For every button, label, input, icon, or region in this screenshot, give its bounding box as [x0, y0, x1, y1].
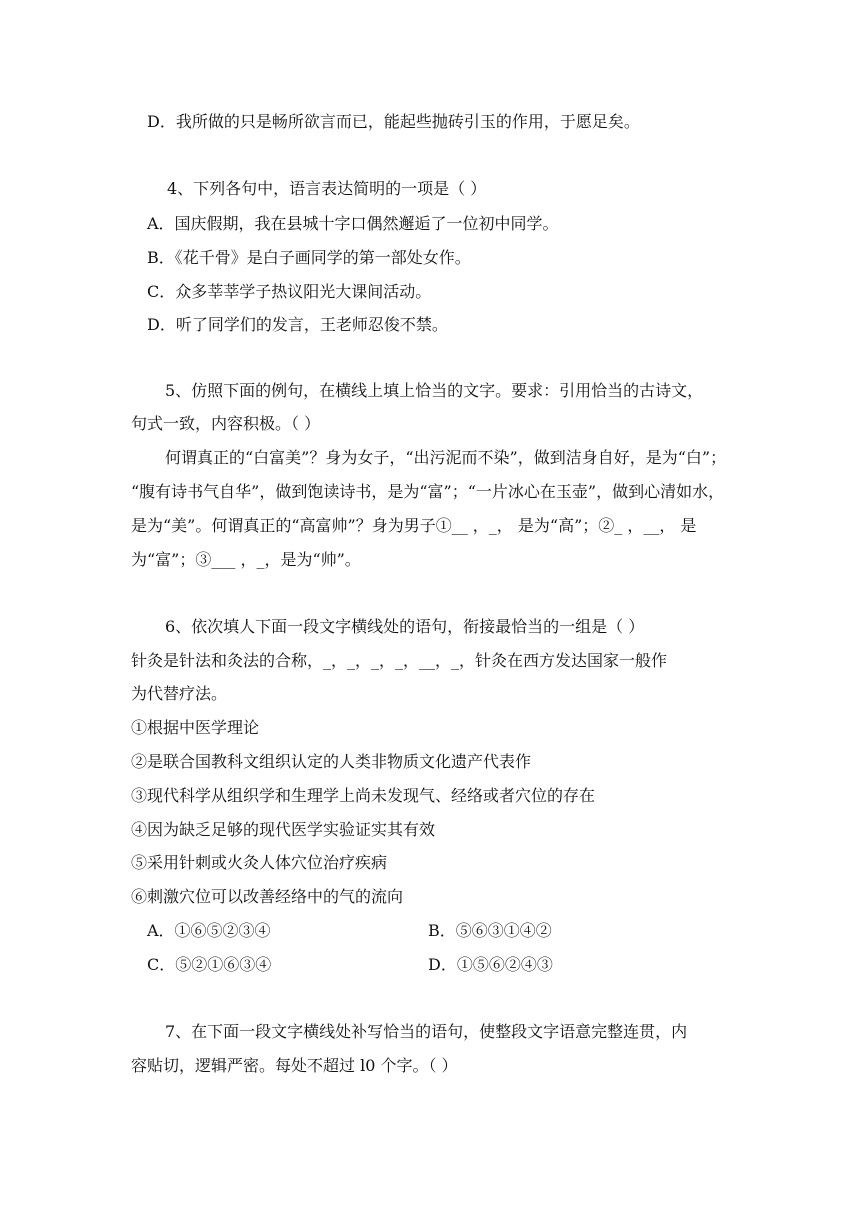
q4-option-d: D．听了同学们的发言，王老师忍俊不禁。	[147, 315, 448, 334]
q4-option-b: B．《花千骨》是白子画同学的第一部处女作。	[147, 248, 471, 267]
q5-stem-line-2: 句式一致，内容积极。（ ）	[131, 414, 321, 433]
q6-item-3: ③现代科学从组织学和生理学上尚未发现气、经络或者穴位的存在	[131, 786, 596, 805]
q3-option-d: D．我所做的只是畅所欲言而已，能起些抛砖引玉的作用，于愿足矣。	[147, 112, 640, 131]
q4-option-c: C．众多莘莘学子热议阳光大课间活动。	[147, 282, 432, 301]
q6-choice-d: D．①⑤⑥②④③	[428, 955, 553, 974]
q5-body-line-4: 为“富”；③___ ，_，是为“帅”。	[131, 550, 361, 569]
q4-stem: 4、下列各句中，语言表达简明的一项是（ ）	[167, 179, 487, 198]
q6-item-1: ①根据中医学理论	[131, 718, 260, 737]
q6-item-5: ⑤采用针刺或火灸人体穴位治疗疾病	[131, 853, 388, 872]
q5-stem-line-1: 5、仿照下面的例句，在横线上填上恰当的文字。要求：引用恰当的古诗文，	[165, 381, 704, 400]
q6-choice-c: C．⑤②①⑥③④	[147, 955, 272, 974]
q5-body-line-3: 是为“美”。何谓真正的“高富帅”？身为男子①__ ，_， 是为“高”；②_ ，__， 是	[131, 516, 697, 535]
q6-choice-b: B．⑤⑥③①④②	[428, 921, 552, 940]
q6-body-line-2: 为代替疗法。	[131, 684, 228, 703]
q6-item-4: ④因为缺乏足够的现代医学实验证实其有效	[131, 820, 436, 839]
q6-body-line-1: 针灸是针法和灸法的合称，_，_，_，_，__，_，针灸在西方发达国家一般作	[131, 651, 668, 670]
q7-stem-line-2: 容贴切，逻辑严密。每处不超过 l0 个字。（ ）	[131, 1056, 458, 1075]
q6-choice-a: A．①⑥⑤②③④	[147, 921, 271, 940]
q4-option-a: A．国庆假期，我在县城十字口偶然邂逅了一位初中同学。	[147, 214, 559, 233]
q6-item-2: ②是联合国教科文组织认定的人类非物质文化遗产代表作	[131, 752, 532, 771]
q7-stem-line-1: 7、在下面一段文字横线处补写恰当的语句，使整段文字语意完整连贯，内	[165, 1022, 688, 1041]
q5-body-line-2: “腹有诗书气自华”，做到饱读诗书，是为“富”；“一片冰心在玉壶”，做到心清如水，	[131, 482, 725, 501]
q6-stem: 6、依次填人下面一段文字横线处的语句，衔接最恰当的一组是（ ）	[165, 617, 645, 636]
q6-item-6: ⑥刺激穴位可以改善经络中的气的流向	[131, 887, 404, 906]
q5-body-line-1: 何谓真正的“白富美”？身为女子，“出污泥而不染”，做到洁身自好，是为“白”；	[165, 448, 727, 467]
